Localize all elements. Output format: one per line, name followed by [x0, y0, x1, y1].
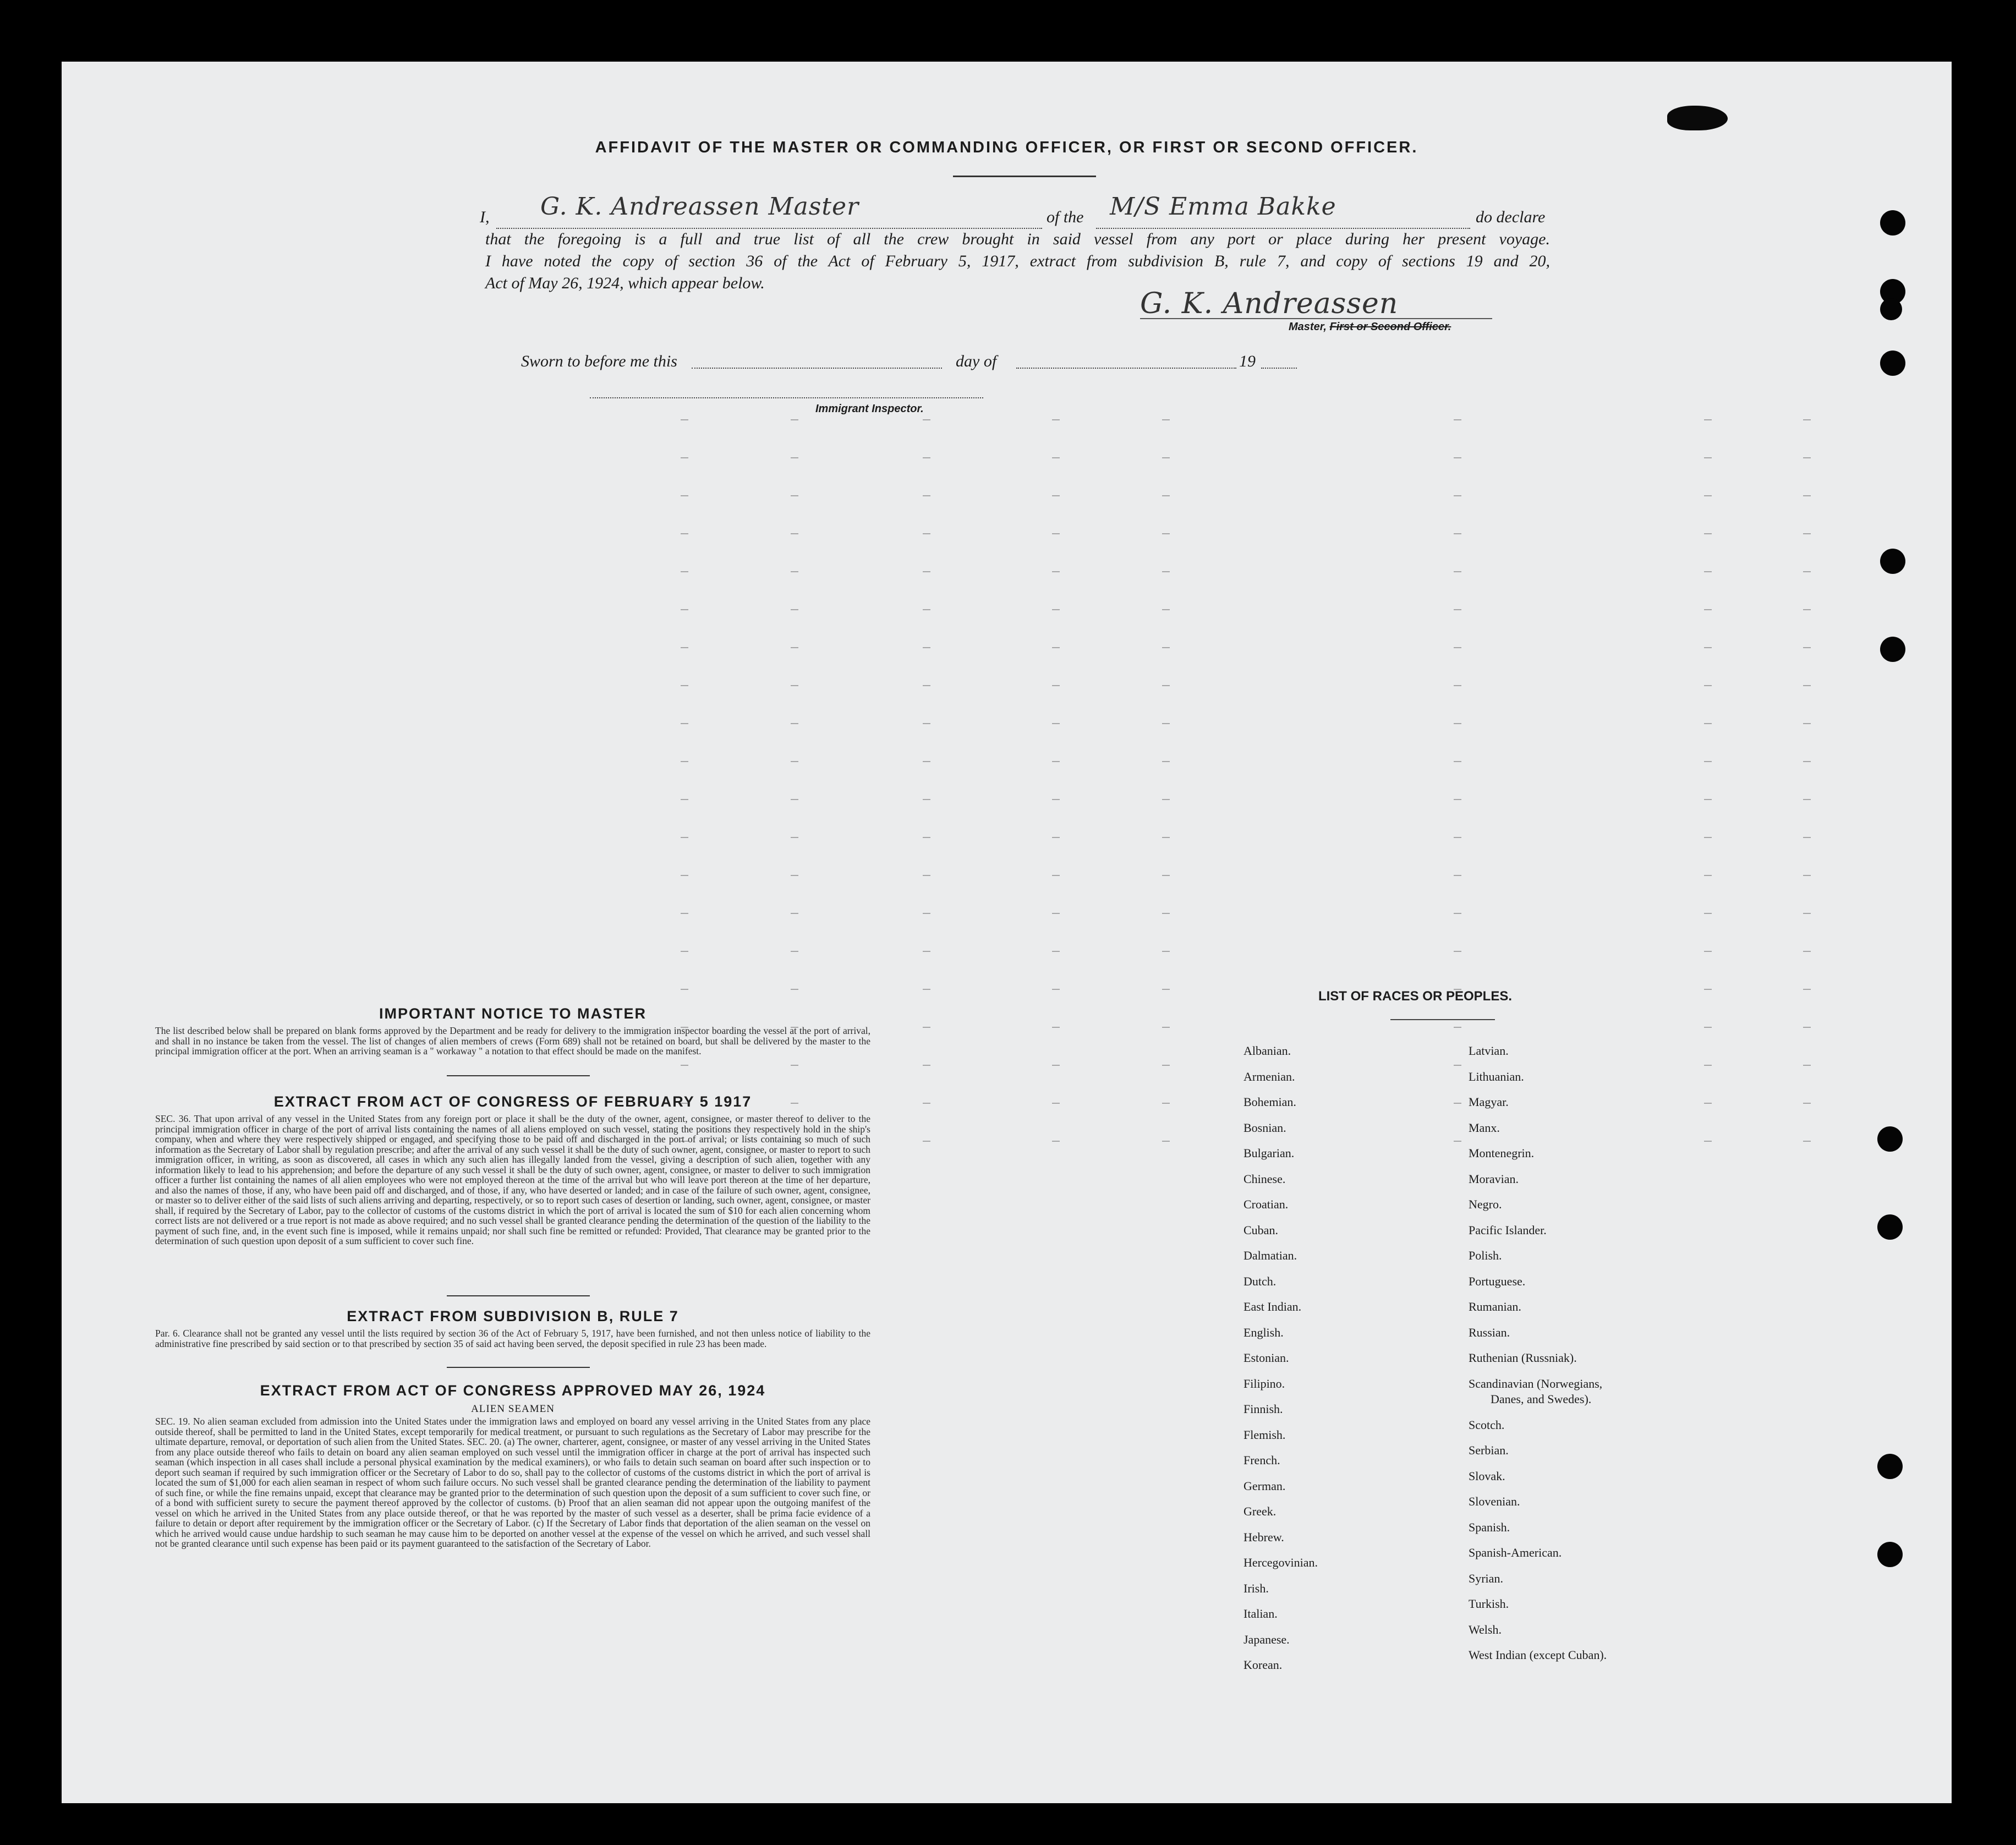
race-item: Flemish.	[1243, 1427, 1286, 1442]
race-item: Italian.	[1243, 1607, 1278, 1620]
faint-tick	[1454, 875, 1461, 876]
race-item: Latvian.	[1469, 1044, 1509, 1058]
binder-hole	[1877, 1214, 1903, 1240]
inspector-signature-line	[590, 397, 983, 398]
race-item: Bosnian.	[1243, 1120, 1286, 1135]
faint-tick	[1162, 457, 1170, 458]
faint-tick	[681, 609, 688, 610]
race-item: Lithuanian.	[1469, 1069, 1524, 1083]
race-item: German.	[1243, 1479, 1286, 1493]
faint-tick	[791, 799, 798, 800]
race-item: Korean.	[1243, 1658, 1283, 1672]
faint-tick	[791, 837, 798, 838]
faint-tick	[681, 799, 688, 800]
faint-tick	[923, 1027, 930, 1028]
faint-tick	[1454, 913, 1461, 914]
faint-tick	[923, 1065, 930, 1066]
faint-tick	[681, 457, 688, 458]
faint-tick	[1052, 1027, 1060, 1028]
faint-tick	[1162, 1103, 1170, 1104]
faint-tick	[1052, 761, 1060, 762]
sworn-year-label: 19	[1239, 352, 1256, 370]
race-item: Filipino.	[1243, 1376, 1285, 1390]
faint-tick	[1052, 571, 1060, 572]
faint-tick	[923, 761, 930, 762]
declaration-prefix: I,	[480, 208, 490, 226]
faint-tick	[1454, 1065, 1461, 1066]
race-item: English.	[1243, 1325, 1284, 1339]
faint-tick	[1162, 571, 1170, 572]
faint-tick	[923, 799, 930, 800]
faint-tick	[923, 989, 930, 990]
faint-tick	[1454, 647, 1461, 648]
faint-tick	[1454, 723, 1461, 724]
faint-tick	[1454, 495, 1461, 496]
race-item: Japanese.	[1243, 1632, 1290, 1646]
race-item: Magyar.	[1469, 1095, 1509, 1109]
faint-tick	[791, 647, 798, 648]
master-name-handwritten: G. K. Andreassen Master	[540, 193, 859, 221]
faint-tick	[791, 989, 798, 990]
faint-tick	[923, 609, 930, 610]
binder-hole	[1880, 210, 1905, 236]
faint-tick	[1052, 837, 1060, 838]
divider-1	[447, 1075, 590, 1076]
race-item: Spanish-American.	[1469, 1546, 1562, 1559]
faint-tick	[1803, 571, 1811, 572]
faint-tick	[1704, 533, 1712, 534]
faint-tick	[791, 723, 798, 724]
race-item: Moravian.	[1469, 1171, 1519, 1186]
faint-tick	[1162, 951, 1170, 952]
faint-tick	[791, 1027, 798, 1028]
faint-tick	[1704, 913, 1712, 914]
faint-tick	[681, 533, 688, 534]
faint-tick	[923, 685, 930, 686]
faint-tick	[1803, 913, 1811, 914]
faint-tick	[1704, 495, 1712, 496]
faint-tick	[791, 609, 798, 610]
race-item: Bulgarian.	[1243, 1146, 1295, 1160]
sworn-day-line	[692, 368, 942, 369]
faint-tick	[1704, 723, 1712, 724]
faint-tick	[1704, 609, 1712, 610]
faint-tick	[1162, 609, 1170, 610]
faint-tick	[1454, 837, 1461, 838]
race-item: Spanish.	[1469, 1520, 1510, 1534]
faint-tick	[923, 457, 930, 458]
race-item: Syrian.	[1469, 1571, 1503, 1585]
faint-tick	[1803, 723, 1811, 724]
faint-tick	[1052, 533, 1060, 534]
faint-tick	[1162, 875, 1170, 876]
faint-tick	[681, 419, 688, 420]
faint-tick	[1052, 951, 1060, 952]
faint-tick	[1803, 647, 1811, 648]
faint-tick	[1052, 1103, 1060, 1104]
binder-hole	[1880, 637, 1905, 662]
faint-tick	[1704, 685, 1712, 686]
faint-tick	[923, 875, 930, 876]
faint-tick	[1162, 533, 1170, 534]
faint-tick	[681, 875, 688, 876]
faint-tick	[681, 571, 688, 572]
faint-tick	[923, 913, 930, 914]
race-item: Bohemian.	[1243, 1095, 1296, 1109]
faint-tick	[1162, 723, 1170, 724]
faint-tick	[1704, 799, 1712, 800]
race-item: Greek.	[1243, 1504, 1277, 1518]
faint-tick	[791, 875, 798, 876]
faint-tick	[1454, 609, 1461, 610]
race-item: Negro.	[1469, 1197, 1502, 1211]
binder-hole	[1880, 351, 1905, 376]
binder-hole	[1880, 298, 1902, 320]
faint-tick	[1162, 419, 1170, 420]
faint-tick	[1803, 1027, 1811, 1028]
faint-tick	[1803, 837, 1811, 838]
faint-tick	[1803, 495, 1811, 496]
race-item: Chinese.	[1243, 1171, 1286, 1186]
declaration-line-3: I have noted the copy of section 36 of the Act of February 5, 1917, extract from subdivision B, rule 7, and copy of sections 19 and 20,	[485, 252, 1550, 270]
faint-tick	[1803, 799, 1811, 800]
races-column-1	[1243, 1044, 1453, 1759]
faint-tick	[1162, 799, 1170, 800]
race-item: Croatian.	[1243, 1197, 1289, 1211]
faint-tick	[1704, 837, 1712, 838]
faint-tick	[923, 837, 930, 838]
faint-tick	[681, 951, 688, 952]
faint-tick	[1052, 989, 1060, 990]
faint-tick	[1803, 989, 1811, 990]
faint-tick	[791, 571, 798, 572]
faint-tick	[1454, 1027, 1461, 1028]
faint-tick	[791, 1141, 798, 1142]
faint-tick	[791, 457, 798, 458]
affidavit-title: AFFIDAVIT OF THE MASTER OR COMMANDING OFFICER, OR FIRST OR SECOND OFFICER.	[595, 139, 1418, 156]
faint-tick	[1162, 989, 1170, 990]
faint-tick	[1162, 1141, 1170, 1142]
faint-tick	[923, 1141, 930, 1142]
faint-tick	[1803, 457, 1811, 458]
faint-tick	[1052, 457, 1060, 458]
faint-tick	[923, 571, 930, 572]
faint-tick	[1454, 685, 1461, 686]
faint-tick	[791, 685, 798, 686]
faint-tick	[1803, 533, 1811, 534]
race-item: Hercegovinian.	[1243, 1556, 1318, 1569]
faint-tick	[1803, 761, 1811, 762]
race-item: Hebrew.	[1243, 1530, 1284, 1544]
notice-title: IMPORTANT NOTICE TO MASTER	[379, 1005, 647, 1022]
faint-tick	[1454, 799, 1461, 800]
faint-tick	[923, 533, 930, 534]
faint-tick	[1162, 685, 1170, 686]
faint-tick	[1454, 1103, 1461, 1104]
faint-tick	[1454, 761, 1461, 762]
race-item: Estonian.	[1243, 1351, 1289, 1365]
faint-tick	[681, 723, 688, 724]
signature-handwritten: G. K. Andreassen	[1140, 287, 1399, 320]
faint-tick	[1052, 875, 1060, 876]
faint-tick	[1704, 1027, 1712, 1028]
faint-tick	[1803, 419, 1811, 420]
race-item: Polish.	[1469, 1249, 1502, 1262]
race-item: Finnish.	[1243, 1402, 1283, 1416]
sworn-month-line	[1016, 368, 1236, 369]
faint-tick	[1704, 419, 1712, 420]
divider-2	[447, 1295, 590, 1296]
act-1924-body: SEC. 19. No alien seaman excluded from admission into the United States under the immigration laws and employed on board any vessel arriving in the United States from any place outside thereof, shall be permitted to land in the United States, except temporarily for medical treatment, or pursuant to such regulations as the Secretary of Labor may prescribe for the ultimate departure, removal, or deportation of such alien from the United States. SEC. 20. (a) The owner, charterer, agent, consignee, or master of any vessel arriving in the United States from any place outside thereof who fails to detain on board any alien seaman employed on such vessel until the immigration officer in charge at the port of arrival has inspected such seaman (which inspection in all cases shall include a personal physical examination by the medical examiners), or who fails to detain such seaman on board after such inspection or to deport such seaman if required by such immigration officer or the Secretary of Labor to do so, shall pay to the collector of customs of the customs district in which the port of arrival is located the sum of $1,000 for each alien seaman in respect of whom such failure occurs. No such vessel shall be granted clearance pending the determination of the liability to payment of such fine, or while the fine remains unpaid, except that clearance may be granted prior to the determination of such question upon the deposit of a sum sufficient to cover such fine, or of a bond with sufficient surety to secure the payment thereof approved by the collector of customs. (b) Proof that an alien seaman did not appear upon the outgoing manifest of the vessel on which he arrived in the United States from any place outside thereof, or that he was reported by the master of such vessel as a deserter, shall be prima facie evidence of a failure to detain or deport after requirement by the immigration officer or the Secretary of Labor. (c) If the Secretary of Labor finds that deportation of the alien seaman on the vessel on which he arrived would cause undue hardship to such seaman he may cause him to be deported on another vessel at the expense of the vessel on which he arrived, and such vessel shall not be granted clearance until such expense has been paid or its payment guaranteed to the satisfaction of the Secretary of Labor.	[155, 1416, 870, 1549]
caption-struck-officer: First or Second Officer.	[1329, 321, 1451, 333]
vessel-name-handwritten: M/S Emma Bakke	[1110, 193, 1336, 221]
vessel-name-line	[1096, 228, 1470, 229]
signature-line	[1140, 318, 1492, 319]
race-item: Scandinavian (Norwegians,	[1469, 1376, 1603, 1390]
faint-tick	[1454, 419, 1461, 420]
binder-hole	[1880, 549, 1905, 574]
faint-tick	[791, 761, 798, 762]
faint-tick	[681, 989, 688, 990]
faint-tick	[1704, 875, 1712, 876]
act-1917-body: SEC. 36. That upon arrival of any vessel in the United States from any foreign port or place it shall be the duty of the owner, agent, consignee, or master thereof to deliver to the principal immigration officer in charge of the port of arrival lists containing the names of all aliens employed on such vessel, stating the positions they respectively hold in the ship's company, when and where they were respectively shipped or engaged, and specifying those to be paid off and discharged in the port of arrival; or lists containing so much of such information as the Secretary of Labor shall by regulation prescribe; and after the arrival of any such vessel it shall be the duty of such owner, agent, consignee, or master to report to such immigration officer, in writing, as soon as discovered, all cases in which any such alien has illegally landed from the vessel, giving a description of such alien, together with any information likely to lead to his apprehension; and before the departure of any such vessel it shall be the duty of such owner, agent, consignee, or master to deliver to such immigration officer a further list containing the names of all alien employees who were not employed thereon at the time of the arrival but who will leave port thereon at the time of her departure, and also the names of those, if any, who have been paid off and discharged, and of those, if any, who have deserted or landed; and in case of the failure of such owner, agent, consignee, or master so to deliver either of the said lists of such aliens arriving and departing, respectively, or so to report such cases of desertion or landing, such owner, agent, consignee, or master shall, if required by the Secretary of Labor, pay to the collector of customs of the customs district in which the port of arrival is located the sum of $10 for each alien concerning whom correct lists are not delivered or a true report is not made as above required; and no such vessel shall be granted clearance pending the determination of the question of the liability to the payment of such fine, and, in the event such fine is imposed, while it remains unpaid; nor shall such fine be remitted or refunded: Provided, That clearance may be granted prior to the determination of such question upon deposit of a sum sufficient to cover such fine.	[155, 1114, 870, 1246]
faint-tick	[1162, 913, 1170, 914]
faint-tick	[681, 685, 688, 686]
faint-tick	[1803, 951, 1811, 952]
faint-tick	[1803, 1103, 1811, 1104]
race-item: Slovenian.	[1469, 1494, 1520, 1508]
faint-tick	[1162, 761, 1170, 762]
faint-tick	[1704, 1065, 1712, 1066]
faint-tick	[923, 723, 930, 724]
act-1924-subtitle: ALIEN SEAMEN	[471, 1403, 555, 1415]
rule-b-title: EXTRACT FROM SUBDIVISION B, RULE 7	[347, 1308, 679, 1324]
faint-tick	[681, 837, 688, 838]
faint-tick	[1162, 1027, 1170, 1028]
inspector-caption: Immigrant Inspector.	[815, 403, 924, 415]
race-item: East Indian.	[1243, 1300, 1302, 1313]
signature-caption	[1289, 321, 1451, 333]
faint-tick	[681, 913, 688, 914]
faint-tick	[681, 761, 688, 762]
sworn-year-line	[1261, 368, 1297, 369]
faint-tick	[923, 1103, 930, 1104]
race-item: Armenian.	[1243, 1069, 1295, 1083]
act-1917-title: EXTRACT FROM ACT OF CONGRESS OF FEBRUARY 5 1917	[273, 1093, 752, 1110]
faint-tick	[1052, 609, 1060, 610]
race-item: Manx.	[1469, 1120, 1500, 1135]
race-item: French.	[1243, 1453, 1280, 1467]
sworn-prefix: Sworn to before me this	[521, 352, 677, 370]
faint-tick	[1052, 685, 1060, 686]
faint-tick	[681, 1065, 688, 1066]
races-column-2	[1469, 1044, 1700, 1759]
race-item: Dalmatian.	[1243, 1249, 1297, 1262]
faint-tick	[1704, 571, 1712, 572]
faint-tick	[1704, 951, 1712, 952]
faint-tick	[681, 1103, 688, 1104]
faint-tick	[1454, 989, 1461, 990]
faint-tick	[681, 1027, 688, 1028]
faint-tick	[1704, 1103, 1712, 1104]
faint-tick	[923, 951, 930, 952]
faint-tick	[1454, 951, 1461, 952]
race-item: Irish.	[1243, 1581, 1269, 1595]
faint-tick	[1803, 609, 1811, 610]
faint-tick	[1803, 685, 1811, 686]
race-item: Welsh.	[1469, 1622, 1502, 1636]
faint-tick	[1052, 1141, 1060, 1142]
sworn-day-label: day of	[956, 352, 997, 370]
caption-master: Master,	[1289, 321, 1327, 333]
faint-tick	[791, 419, 798, 420]
faint-tick	[923, 419, 930, 420]
binder-hole	[1877, 1126, 1903, 1152]
race-item: Rumanian.	[1469, 1300, 1521, 1313]
faint-tick	[1052, 799, 1060, 800]
faint-tick	[1162, 647, 1170, 648]
race-item: Montenegrin.	[1469, 1146, 1535, 1160]
ink-blot	[1667, 106, 1728, 130]
faint-tick	[1052, 419, 1060, 420]
document-sheet	[62, 62, 1952, 1803]
faint-tick	[1454, 1141, 1461, 1142]
faint-tick	[923, 647, 930, 648]
faint-tick	[1803, 1141, 1811, 1142]
faint-tick	[791, 951, 798, 952]
race-item: Pacific Islander.	[1469, 1223, 1547, 1237]
race-item: Turkish.	[1469, 1597, 1509, 1611]
faint-tick	[1162, 495, 1170, 496]
declaration-suffix: do declare	[1476, 208, 1546, 226]
race-item: Dutch.	[1243, 1274, 1277, 1288]
faint-tick	[1162, 837, 1170, 838]
faint-tick	[791, 495, 798, 496]
faint-tick	[1704, 1141, 1712, 1142]
faint-tick	[791, 533, 798, 534]
divider-3	[447, 1367, 590, 1368]
faint-tick	[791, 1065, 798, 1066]
faint-tick	[1052, 913, 1060, 914]
faint-tick	[1704, 761, 1712, 762]
races-title: LIST OF RACES OR PEOPLES.	[1318, 989, 1513, 1004]
race-item: Scotch.	[1469, 1417, 1505, 1432]
faint-tick	[1454, 533, 1461, 534]
faint-tick	[1052, 723, 1060, 724]
race-item: Russian.	[1469, 1325, 1510, 1339]
faint-tick	[1704, 647, 1712, 648]
notice-body: The list described below shall be prepared on blank forms approved by the Department and be ready for delivery to the immigration inspector boarding the vessel at the port of arrival, and shall in no instance be taken from the vessel. The list of changes of alien members of crews (Form 689) shall not be retained on board, but shall be delivered by the master to the principal immigration officer at the port. When an arriving seaman is a " workaway " a notation to that effect should be made on the manifest.	[155, 1026, 870, 1056]
act-1924-title: EXTRACT FROM ACT OF CONGRESS APPROVED MAY 26, 1924	[260, 1382, 766, 1399]
declaration-line-4: Act of May 26, 1924, which appear below.	[485, 274, 765, 292]
faint-tick	[923, 495, 930, 496]
faint-tick	[681, 647, 688, 648]
faint-tick	[1704, 989, 1712, 990]
binder-hole	[1877, 1542, 1903, 1567]
faint-tick	[791, 913, 798, 914]
faint-tick	[1052, 495, 1060, 496]
race-item: Albanian.	[1243, 1044, 1291, 1058]
faint-tick	[681, 1141, 688, 1142]
races-title-underline	[1390, 1019, 1495, 1020]
faint-tick	[791, 1103, 798, 1104]
faint-tick	[1454, 457, 1461, 458]
faint-tick	[1162, 1065, 1170, 1066]
declaration-line-2: that the foregoing is a full and true list of all the crew brought in said vessel from any port or place during her present voyage.	[485, 230, 1550, 248]
race-item: Danes, and Swedes).	[1491, 1392, 1592, 1406]
faint-tick	[1454, 571, 1461, 572]
title-underline	[953, 176, 1096, 177]
race-item: Cuban.	[1243, 1223, 1278, 1237]
faint-tick	[1704, 457, 1712, 458]
race-item: Portuguese.	[1469, 1274, 1526, 1288]
binder-hole	[1877, 1454, 1903, 1479]
master-name-line	[496, 228, 1042, 229]
faint-tick	[1803, 875, 1811, 876]
race-item: Ruthenian (Russniak).	[1469, 1351, 1577, 1365]
faint-tick	[1052, 1065, 1060, 1066]
faint-tick	[1803, 1065, 1811, 1066]
race-item: Slovak.	[1469, 1469, 1505, 1483]
faint-tick	[681, 495, 688, 496]
faint-tick	[1052, 647, 1060, 648]
declaration-mid: of the	[1047, 208, 1084, 226]
rule-b-body: Par. 6. Clearance shall not be granted any vessel until the lists required by section 36 of the Act of February 5, 1917, have been furnished, and not then unless notice of liability to the administrative fine prescribed by said section or to that prescribed by section 35 of said act having been served, the deposit specified in rule 23 has been made.	[155, 1328, 870, 1349]
race-item: West Indian (except Cuban).	[1469, 1648, 1607, 1662]
race-item: Serbian.	[1469, 1443, 1509, 1457]
